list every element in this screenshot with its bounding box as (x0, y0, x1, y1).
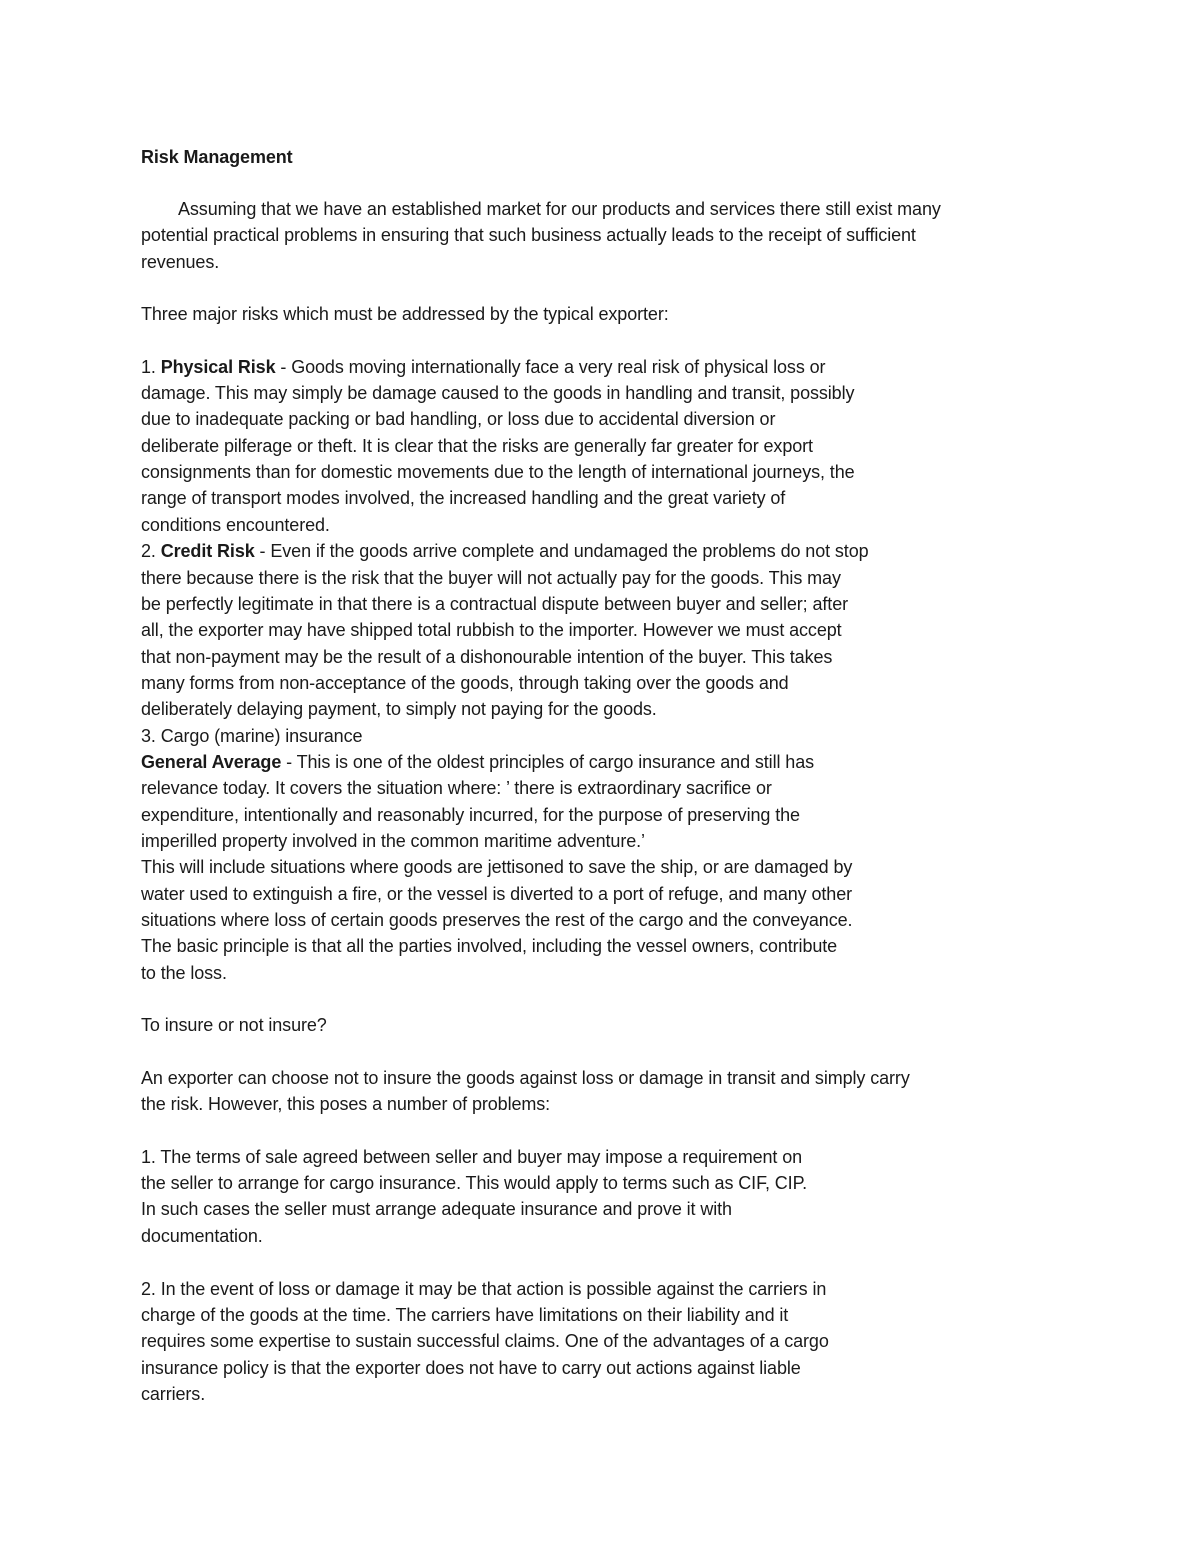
physical-risk-line: deliberate pilferage or theft. It is clear that the risks are generally far greater for export (141, 436, 813, 456)
problem-one-line: In such cases the seller must arrange adequate insurance and prove it with (141, 1199, 732, 1219)
insure-question: To insure or not insure? (141, 1015, 327, 1035)
credit-risk-line: deliberately delaying payment, to simply not paying for the goods. (141, 699, 657, 719)
credit-risk-line: be perfectly legitimate in that there is a contractual dispute between buyer and seller; after (141, 594, 849, 614)
general-average-line: water used to extinguish a fire, or the vessel is diverted to a port of refuge, and many other (141, 884, 852, 904)
general-average-line: situations where loss of certain goods preserves the rest of the cargo and the conveyance. (141, 910, 853, 930)
general-average-line: The basic principle is that all the parties involved, including the vessel owners, contribute (141, 936, 838, 956)
intro-line: Assuming that we have an established market for our products and services there still exist many (178, 199, 941, 219)
credit-risk-label: Credit Risk (160, 541, 255, 561)
physical-risk-text: - Goods moving internationally face a very real risk of physical loss or (275, 357, 826, 377)
general-average-line: relevance today. It covers the situation where: ’ there is extraordinary sacrifice or (141, 778, 772, 798)
problem-two-line: charge of the goods at the time. The carriers have limitations on their liability and it (141, 1305, 789, 1325)
problem-one-line: 1. The terms of sale agreed between seller and buyer may impose a requirement on (141, 1147, 803, 1167)
insure-intro-line: An exporter can choose not to insure the goods against loss or damage in transit and simply carry (141, 1068, 910, 1088)
problem-one-line: the seller to arrange for cargo insurance. This would apply to terms such as CIF, CIP. (141, 1173, 808, 1193)
general-average-label: General Average (141, 752, 282, 772)
intro-line: potential practical problems in ensuring that such business actually leads to the receipt of sufficient (141, 225, 916, 245)
credit-risk-text: - Even if the goods arrive complete and undamaged the problems do not stop (254, 541, 869, 561)
cargo-insurance-heading: 3. Cargo (marine) insurance (141, 726, 363, 746)
general-average-line: expenditure, intentionally and reasonably incurred, for the purpose of preserving the (141, 805, 800, 825)
credit-risk-line: that non-payment may be the result of a dishonourable intention of the buyer. This takes (141, 647, 833, 667)
physical-risk-label: Physical Risk (160, 357, 276, 377)
general-average-first-line (141, 751, 814, 773)
document-title: Risk Management (141, 147, 293, 167)
insure-intro-line: the risk. However, this poses a number of problems: (141, 1094, 551, 1114)
physical-risk-line: consignments than for domestic movements due to the length of international journeys, the (141, 462, 855, 482)
credit-risk-number: 2. (141, 541, 161, 561)
problem-two-line: insurance policy is that the exporter does not have to carry out actions against liable (141, 1358, 801, 1378)
risks-heading: Three major risks which must be addressed by the typical exporter: (141, 304, 669, 324)
general-average-text: - This is one of the oldest principles of cargo insurance and still has (281, 752, 815, 772)
physical-risk-line: range of transport modes involved, the increased handling and the great variety of (141, 488, 786, 508)
physical-risk-first-line (141, 356, 825, 378)
credit-risk-line: there because there is the risk that the buyer will not actually pay for the goods. This may (141, 568, 841, 588)
general-average-line: to the loss. (141, 963, 227, 983)
physical-risk-line: due to inadequate packing or bad handling, or loss due to accidental diversion or (141, 409, 776, 429)
general-average-line: This will include situations where goods are jettisoned to save the ship, or are damaged by (141, 857, 853, 877)
intro-line: revenues. (141, 252, 220, 272)
physical-risk-line: damage. This may simply be damage caused to the goods in handling and transit, possibly (141, 383, 855, 403)
problem-two-line: requires some expertise to sustain successful claims. One of the advantages of a cargo (141, 1331, 829, 1351)
problem-one-line: documentation. (141, 1226, 263, 1246)
credit-risk-line: many forms from non-acceptance of the goods, through taking over the goods and (141, 673, 789, 693)
credit-risk-first-line (141, 540, 869, 562)
physical-risk-line: conditions encountered. (141, 515, 330, 535)
credit-risk-line: all, the exporter may have shipped total rubbish to the importer. However we must accept (141, 620, 842, 640)
problem-two-line: carriers. (141, 1384, 206, 1404)
physical-risk-number: 1. (141, 357, 161, 377)
problem-two-line: 2. In the event of loss or damage it may be that action is possible against the carriers in (141, 1279, 827, 1299)
general-average-line: imperilled property involved in the common maritime adventure.’ (141, 831, 645, 851)
